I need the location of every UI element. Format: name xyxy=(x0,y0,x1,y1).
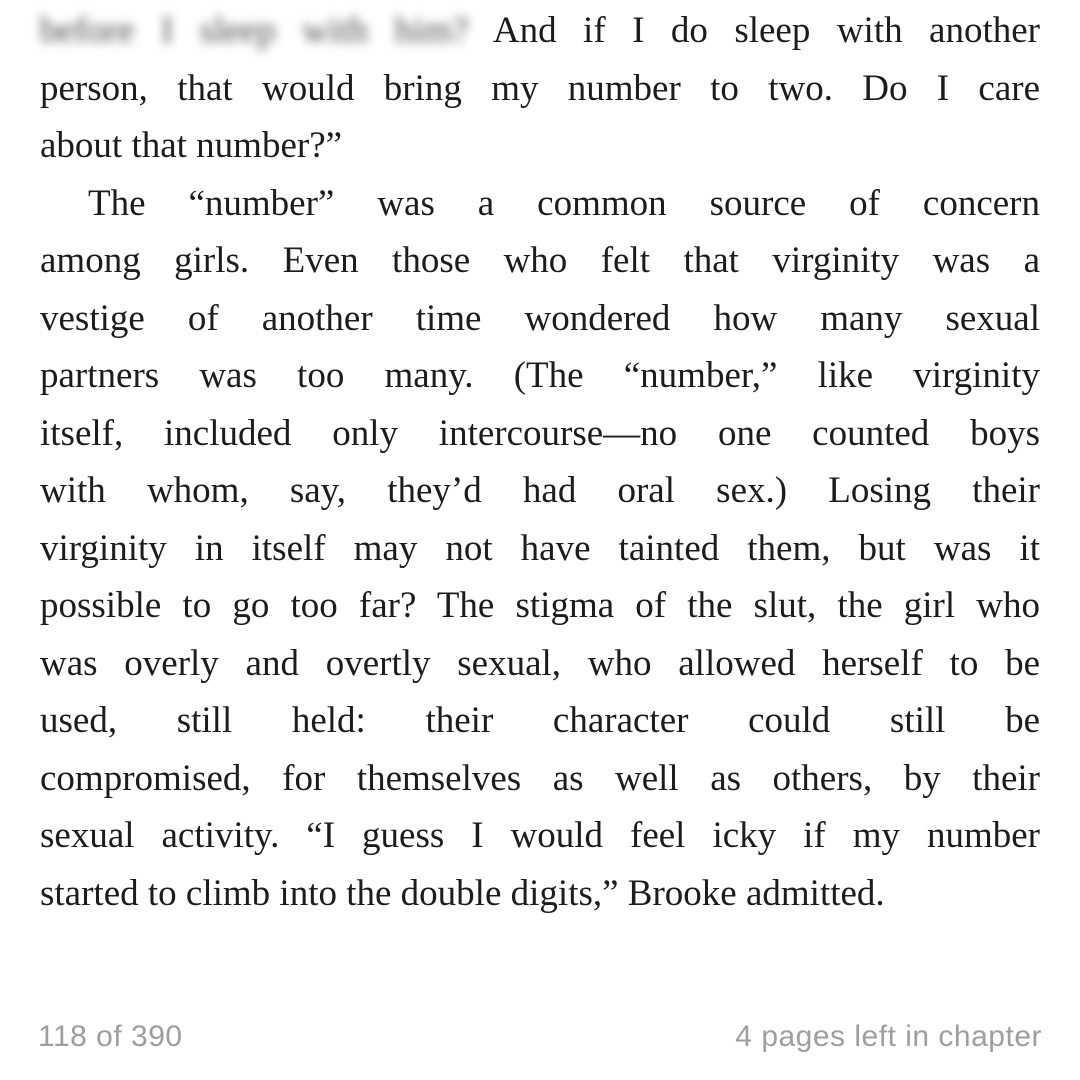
text-line: used, still held: their character could still be xyxy=(40,700,1040,741)
text-line: about that number?” xyxy=(40,125,343,166)
text-line: itself, included only intercourse—no one counted boys xyxy=(40,412,1040,454)
text-line: was overly and overtly sexual, who allowed herself to be xyxy=(40,642,1040,684)
pages-left-label: 4 pages left in chapter xyxy=(735,1020,1042,1053)
text-line: started to climb into the double digits,” Brooke admitted. xyxy=(40,872,885,914)
text-line: virginity in itself may not have tainted them, but was it xyxy=(40,527,1040,569)
text-line: possible to go too far? The stigma of the slut, the girl who xyxy=(40,585,1040,626)
text-line: partners was too many. (The “number,” like virginity xyxy=(40,355,1040,396)
text-line: sexual activity. “I guess I would feel icky if my number xyxy=(40,815,1040,856)
text-line-rest: And if I do sleep with another xyxy=(468,10,1040,51)
text-line: The “number” was a common source of concern xyxy=(88,182,1040,224)
blurred-phrase: before I sleep with him? xyxy=(40,10,469,51)
book-text-block xyxy=(40,2,1040,922)
text-line: person, that would bring my number to two. Do I care xyxy=(40,67,1040,109)
reader-footer xyxy=(38,1020,1042,1054)
text-line: with whom, say, they’d had oral sex.) Losing their xyxy=(40,470,1040,511)
text-line: vestige of another time wondered how many sexual xyxy=(40,297,1040,339)
page-position-label: 118 of 390 xyxy=(38,1020,183,1053)
text-line: compromised, for themselves as well as others, by their xyxy=(40,757,1040,799)
text-line xyxy=(40,2,1040,60)
text-line: among girls. Even those who felt that virginity was a xyxy=(40,240,1040,281)
